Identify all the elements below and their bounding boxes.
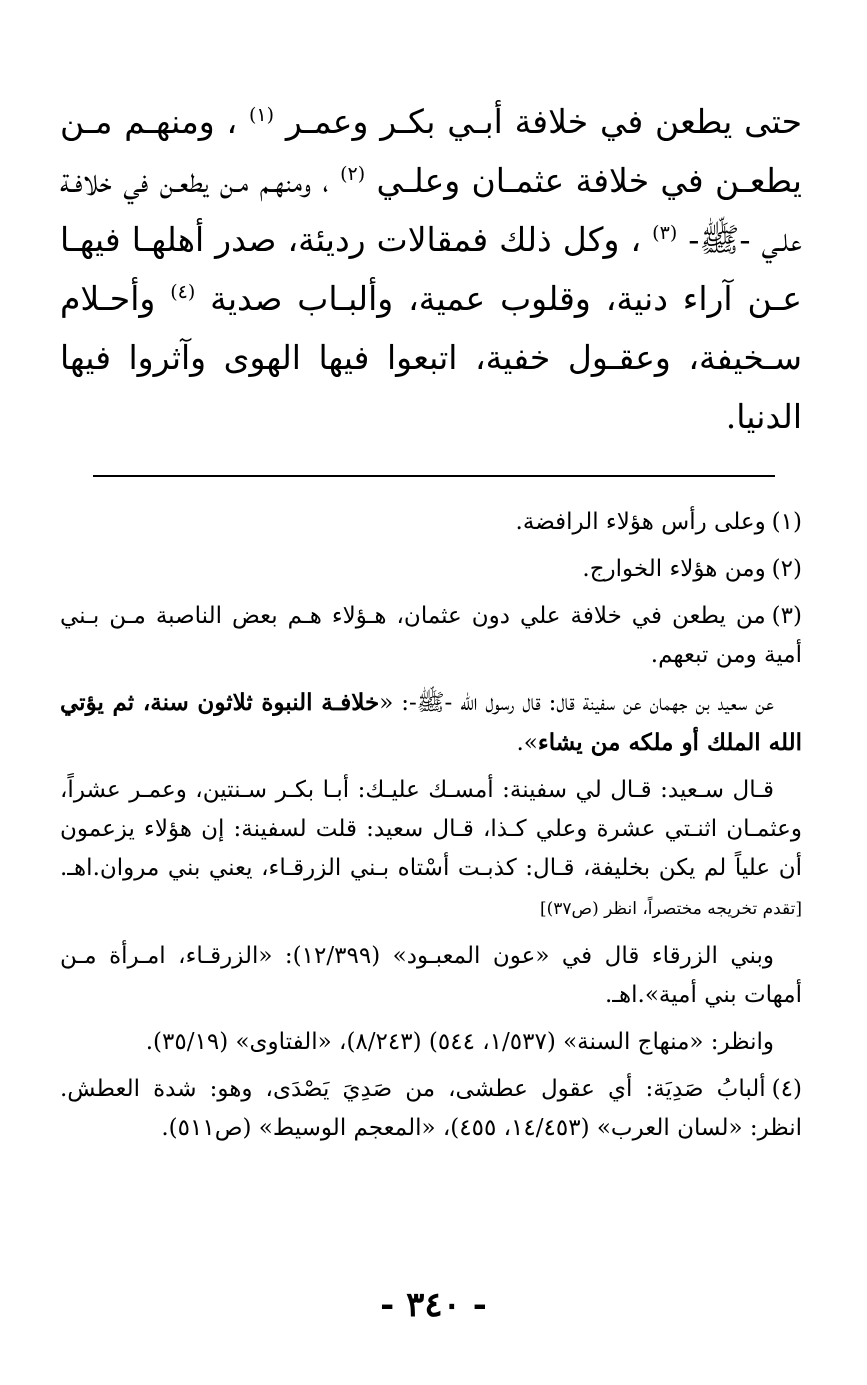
footnote-1-number: (١) [771,509,802,535]
footnote-ref-1[interactable]: (١) [248,104,275,126]
main-text-segment-3: ، ومنهـم مـن يطعـن في خلافـة علـي - [60,161,802,259]
footnote-ref-3[interactable]: (٣) [652,222,678,244]
hadith-open-quote: -: « [379,690,417,716]
footnote-3-number: (٣) [771,603,802,629]
footnote-1-text: وعلى رأس هؤلاء الرافضة. [515,509,766,535]
footnote-ref-2[interactable]: (٢) [340,163,366,185]
hadith-intro: عن سعيد بن جهمان عن سفينة قال: قال رسول الله - [444,690,774,716]
footnotes-section [60,503,802,1156]
footnote-4-number: (٤) [771,1076,802,1102]
footnote-3-text: من يطعن في خلافة علي دون عثمان، هـؤلاء هـم بعض الناصبة مـن بـني أمية ومن تبعهم. [60,603,802,668]
main-text-segment-4: ، وكل ذلك فمقالات رديئة، صدر أهلهـا فيهـا عـن آراء دنية، وقلوب عمية، وألبـاب صدية [60,220,802,318]
hadith-close-quote: ». [516,730,538,756]
footnote-2-number: (٢) [771,556,802,582]
salat-glyph: ﷺ [416,690,445,716]
footnote-2 [60,550,802,589]
page-number: - ٣٤٠ - [380,1285,487,1325]
footnote-2-text: ومن هؤلاء الخوارج. [582,556,766,582]
footnote-4-text: ألبابُ صَدِيَة: أي عقول عطشى، من صَدِيَ يَصْدَى، وهو: شدة العطش. انظر: «لسان العرب» (١٤/٤٥٣، ٤٥٥)، «المعجم الوسيط» (ص٥١١). [60,1076,802,1141]
footnote-3-hadith [60,683,802,763]
main-text-segment-2: ، ومنهـم مـن يطعـن في خلافة عثمـان وعلـي [60,102,802,200]
footnote-3-see-also [60,1023,802,1062]
main-text-dash: - [688,220,700,259]
main-paragraph [60,92,802,446]
footnote-4 [60,1070,802,1148]
main-text-segment-1: حتى يطعن في خلافة أبـي بكـر وعمـر [285,102,803,141]
footnote-3-zarqa [60,937,802,1015]
said-text: قـال سـعيد: قـال لي سفينة: أمسـك عليـك: أبـا بكـر سـنتين، وعمـر عشراً، وعثمـان اثنـتي عشرة وعلي كـذا، قـال سعيد: قلت لسفينة: إن هؤلاء يزعمون أن علياً لم يكن بخليفة، قـال: كذبـت أسْتاه بـني الزرقـاء، يعني بني مروان.اهـ. [60,777,802,881]
said-reference: [تقدم تخريجه مختصراً، انظر (ص٣٧)] [540,899,802,919]
zarqa-text: وبني الزرقاء قال في «عون المعبـود» (١٢/٣٩٩): «الزرقـاء، امـرأة مـن أمهات بني أمية».اهـ. [60,943,802,1008]
hadith-text: خلافـة النبوة ثلاثون سنة، ثم يؤتي الله الملك أو ملكه من يشاء [60,689,802,756]
see-also-text: وانظر: «منهاج السنة» (١/٥٣٧، ٥٤٤) (٨/٢٤٣)، «الفتاوى» (٣٥/١٩). [145,1029,774,1055]
footnote-1 [60,503,802,542]
footnote-3-said [60,771,802,929]
footnote-divider [93,475,775,477]
honorific-glyph: ﷺ [699,220,740,259]
main-text [60,92,802,446]
footnote-ref-4[interactable]: (٤) [170,281,196,303]
footnote-3 [60,597,802,675]
main-text-segment-5: وأحـلام سـخيفة، وعقـول خفية، اتبعوا فيها الهوى وآثروا فيها الدنيا. [60,279,802,436]
